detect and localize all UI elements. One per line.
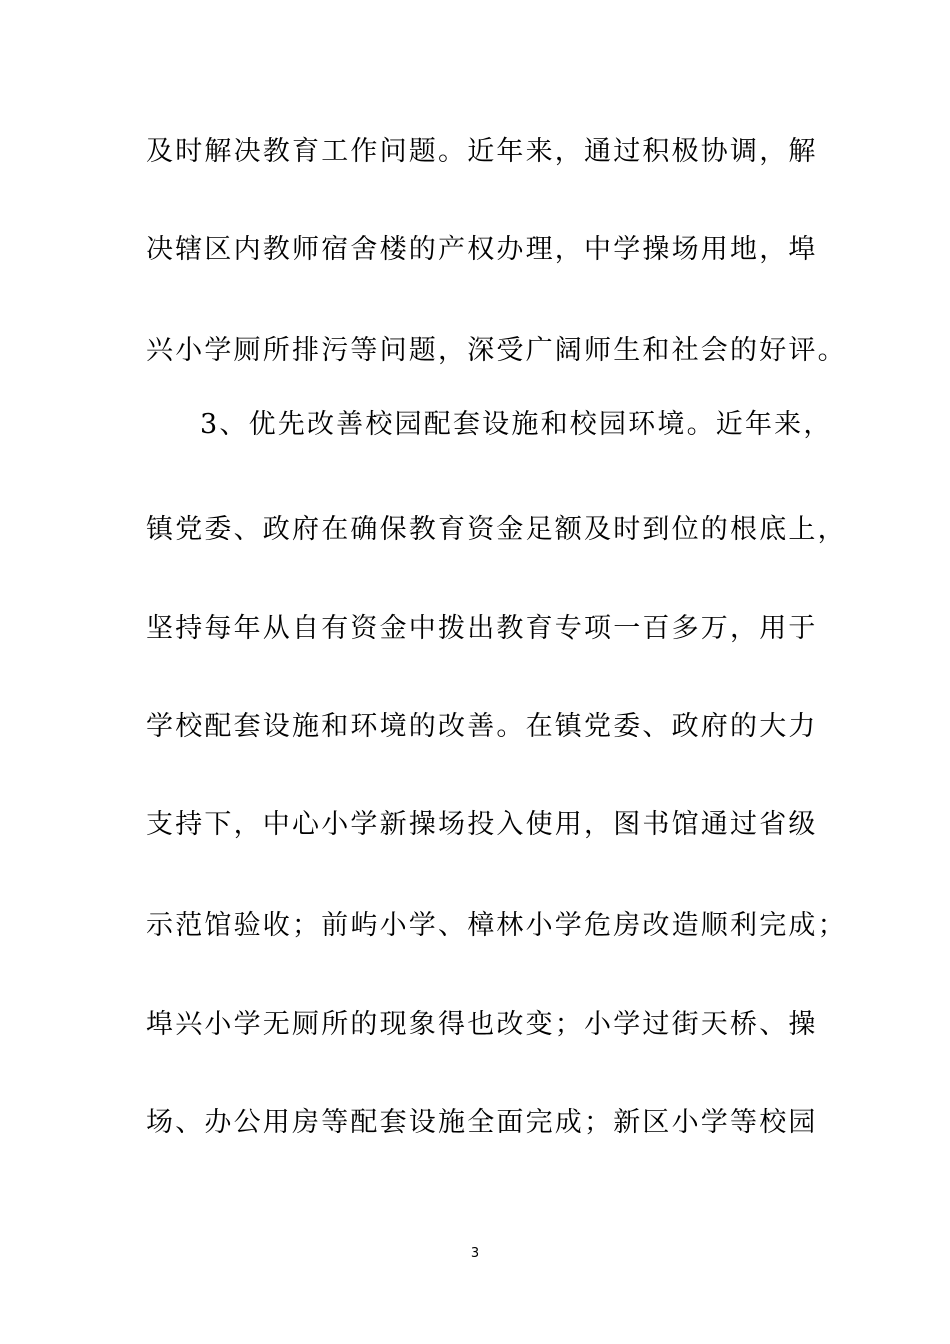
text-line-7: 学校配套设施和环境的改善。在镇党委、政府的大力 bbox=[146, 711, 818, 742]
page-number: 3 bbox=[470, 1246, 480, 1261]
text-line-5: 镇党委、政府在确保教育资金足额及时到位的根底上， bbox=[146, 514, 847, 545]
text-line-6: 坚持每年从自有资金中拨出教育专项一百多万，用于 bbox=[146, 613, 818, 644]
text-line-4: 3、优先改善校园配套设施和校园环境。近年来， bbox=[200, 409, 833, 440]
text-line-1: 及时解决教育工作问题。近年来，通过积极协调，解 bbox=[146, 136, 818, 167]
text-line-9: 示范馆验收；前屿小学、樟林小学危房改造顺利完成； bbox=[146, 910, 847, 941]
text-line-10: 埠兴小学无厕所的现象得也改变；小学过街天桥、操 bbox=[146, 1009, 818, 1040]
text-line-8: 支持下，中心小学新操场投入使用，图书馆通过省级 bbox=[146, 809, 818, 840]
text-line-2: 决辖区内教师宿舍楼的产权办理，中学操场用地，埠 bbox=[146, 234, 818, 265]
text-line-3: 兴小学厕所排污等问题，深受广阔师生和社会的好评。 bbox=[146, 335, 847, 366]
text-line-11: 场、办公用房等配套设施全面完成；新区小学等校园 bbox=[146, 1107, 818, 1138]
